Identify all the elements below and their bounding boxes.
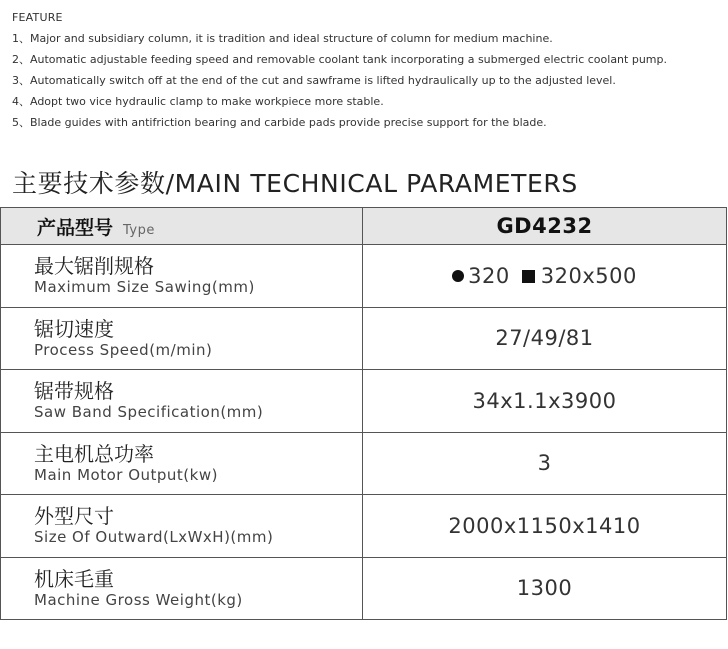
table-row	[1, 245, 727, 308]
feature-title: FEATURE	[12, 11, 63, 24]
param-label-cn: 主电机总功率	[34, 441, 154, 466]
param-label-en: Size Of Outward(LxWxH)(mm)	[34, 528, 274, 547]
param-label-cell	[1, 557, 363, 620]
param-label-en: Maximum Size Sawing(mm)	[34, 278, 255, 297]
table-row	[1, 307, 727, 370]
param-value: 27/49/81	[363, 307, 727, 370]
feature-item: 1、Major and subsidiary column, it is tradition and ideal structure of column for medium machine.	[12, 32, 553, 45]
table-row	[1, 432, 727, 495]
param-label-en: Machine Gross Weight(kg)	[34, 590, 243, 609]
param-label-en: Main Motor Output(kw)	[34, 465, 218, 484]
param-value: 3	[363, 432, 727, 495]
param-value: 1300	[363, 557, 727, 620]
param-label-cn: 锯切速度	[34, 316, 114, 341]
param-label-cn: 外型尺寸	[34, 504, 114, 529]
round-stock-icon	[452, 270, 464, 282]
type-label-cn: 产品型号	[37, 216, 114, 239]
feature-item: 3、Automatically switch off at the end of the cut and sawframe is lifted hydraulically up to the adjusted level.	[12, 74, 616, 87]
parameters-table	[0, 207, 727, 620]
type-label-en: Type	[123, 222, 155, 238]
param-label-en: Process Speed(m/min)	[34, 340, 213, 359]
param-value: 2000x1150x1410	[363, 495, 727, 558]
feature-item: 5、Blade guides with antifriction bearing and carbide pads provide precise support for the blade.	[12, 116, 547, 129]
type-label-cell	[1, 208, 363, 245]
feature-list	[12, 31, 667, 136]
param-value-cell	[363, 245, 727, 308]
table-row	[1, 557, 727, 620]
model-name: GD4232	[363, 208, 727, 245]
param-value: 34x1.1x3900	[363, 370, 727, 433]
param-label-cn: 锯带规格	[34, 379, 114, 404]
feature-item: 2、Automatic adjustable feeding speed and removable coolant tank incorporating a submerged electric coolant pump.	[12, 53, 667, 66]
rect-size-value: 320x500	[540, 263, 637, 288]
table-header-row	[1, 208, 727, 245]
param-label-cell	[1, 245, 363, 308]
square-stock-icon	[522, 270, 535, 283]
param-label-cell	[1, 495, 363, 558]
param-label-cn: 最大锯削规格	[34, 254, 154, 279]
page-title: 主要技术参数/MAIN TECHNICAL PARAMETERS	[12, 168, 578, 198]
param-label-cn: 机床毛重	[34, 566, 114, 591]
feature-item: 4、Adopt two vice hydraulic clamp to make workpiece more stable.	[12, 95, 384, 108]
round-size-value: 320	[468, 263, 510, 288]
param-label-cell	[1, 370, 363, 433]
table-row	[1, 370, 727, 433]
param-label-cell	[1, 432, 363, 495]
table-row	[1, 495, 727, 558]
param-label-cell	[1, 307, 363, 370]
param-label-en: Saw Band Specification(mm)	[34, 403, 264, 422]
